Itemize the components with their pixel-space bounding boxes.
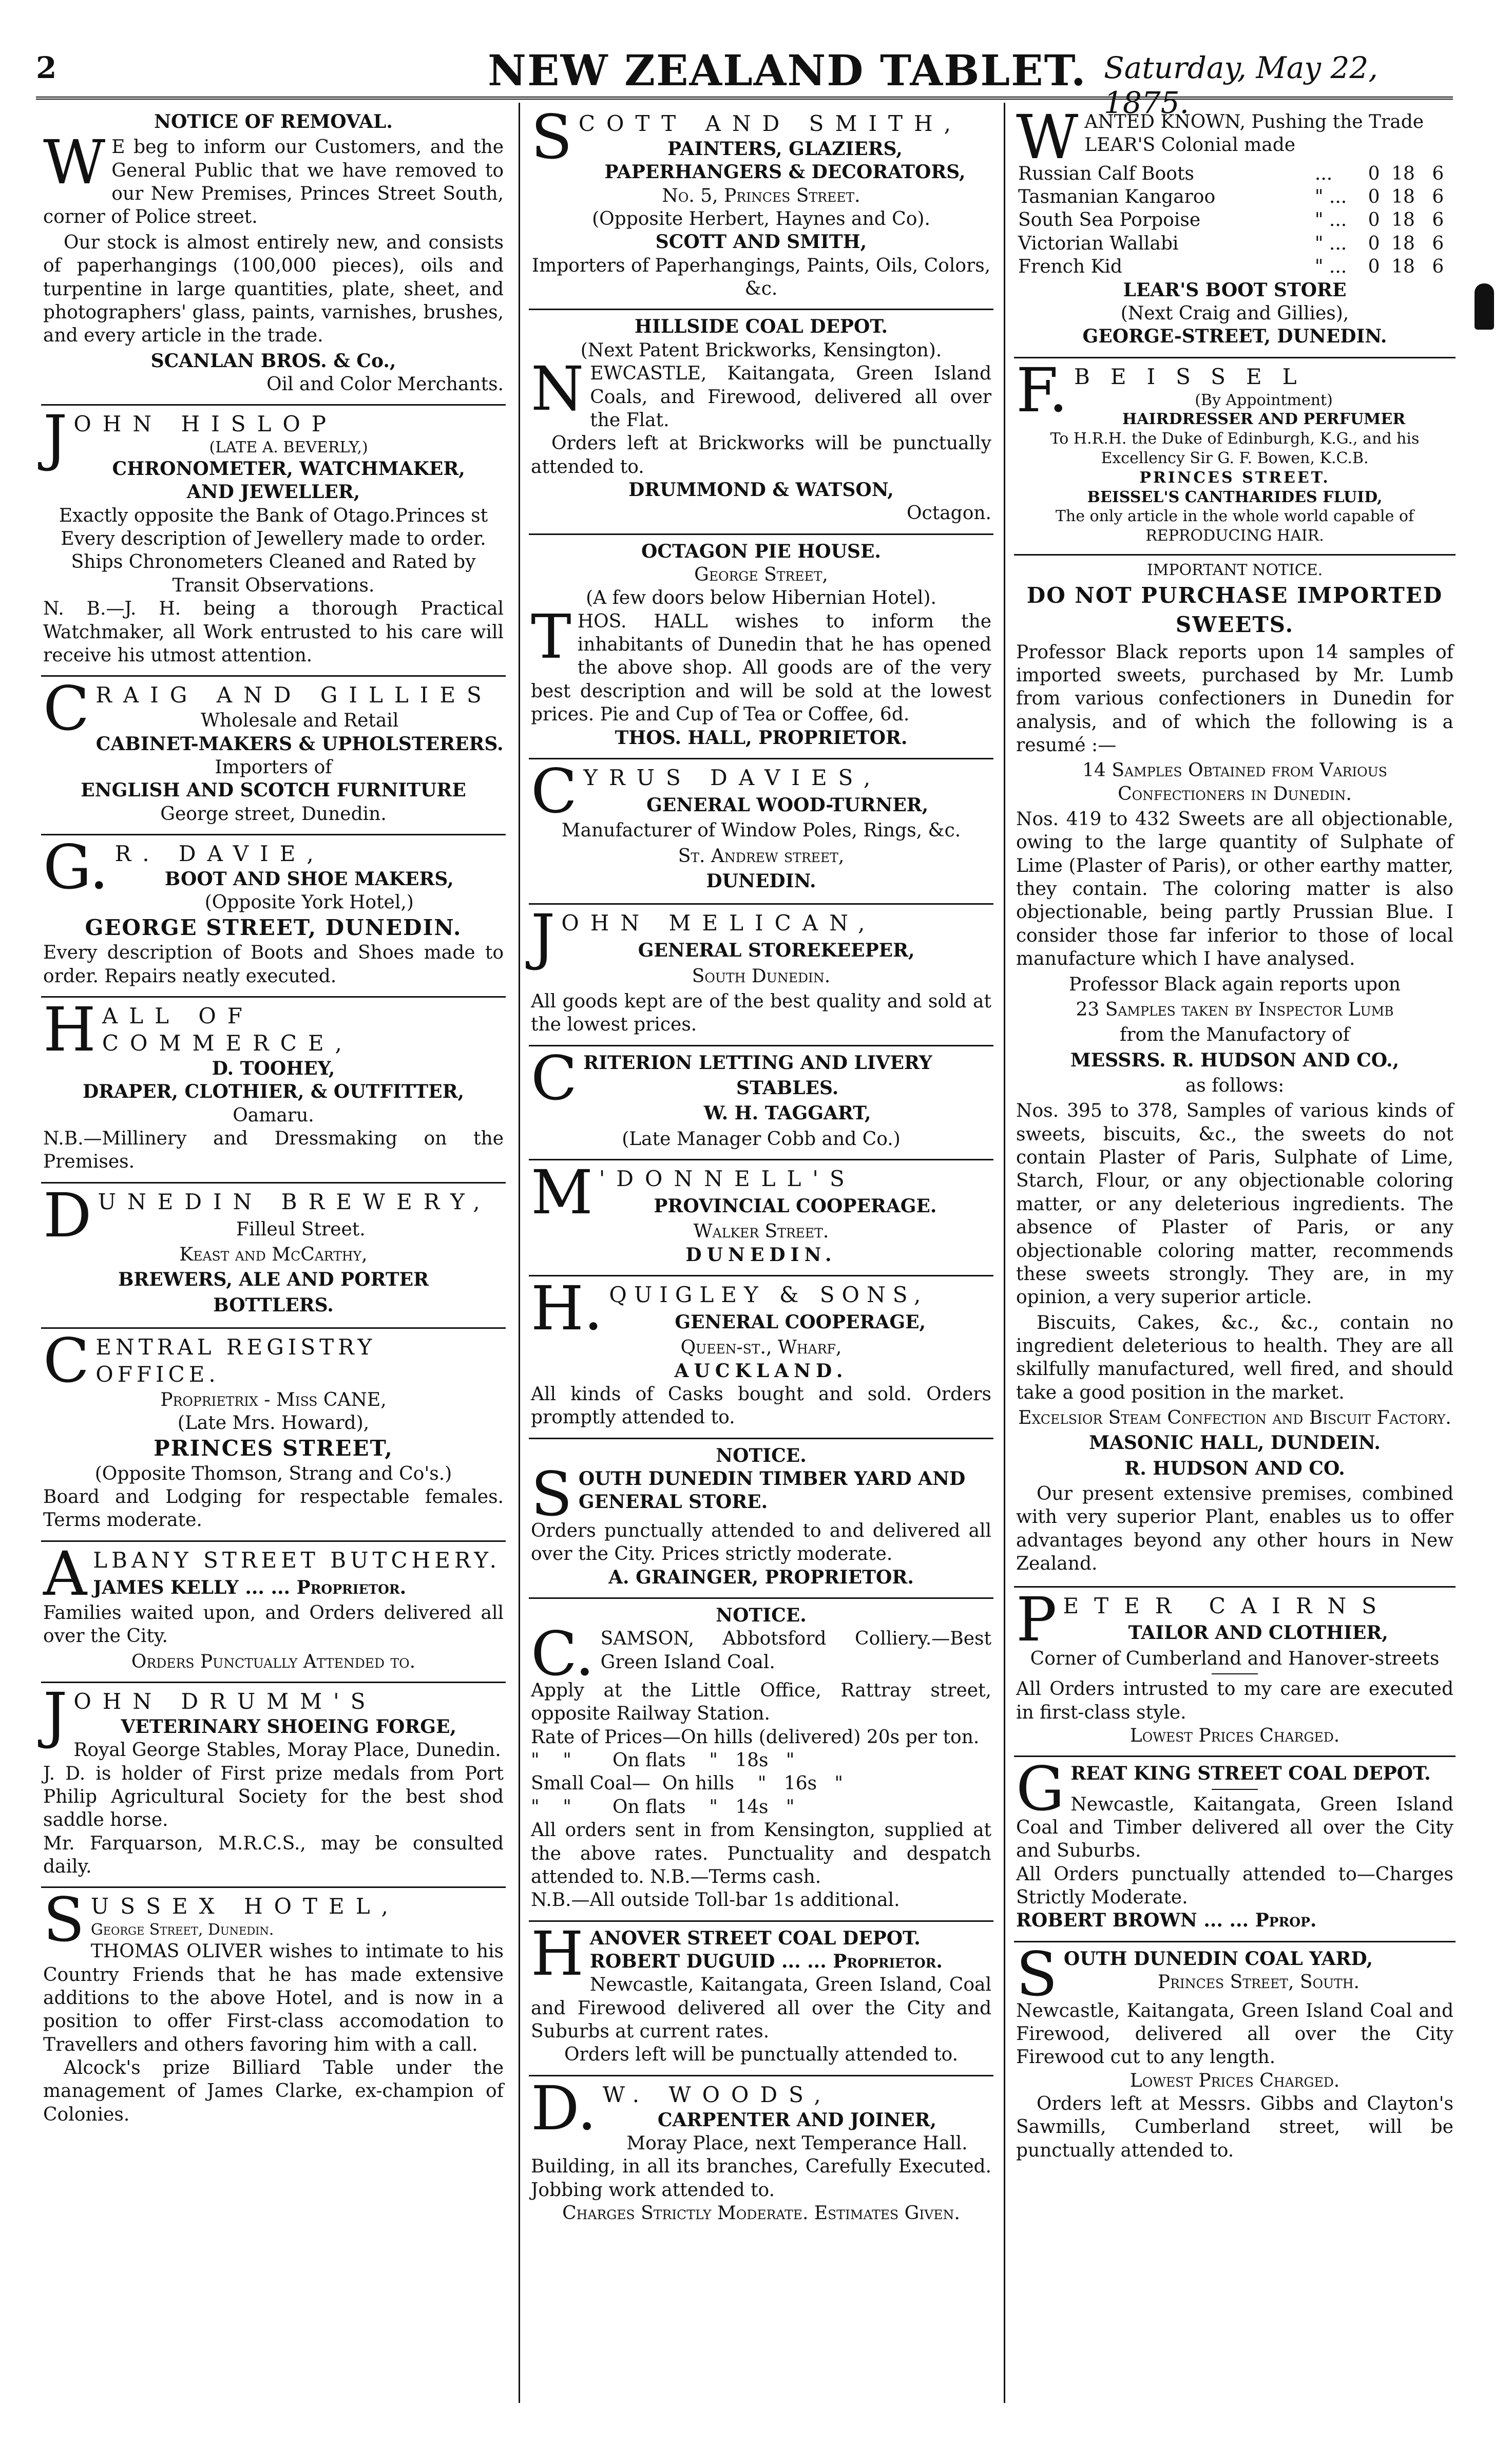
ad-text: D. TOOHEY,	[212, 1058, 335, 1080]
ad-text: Orders left at Messrs. Gibbs and Clayton's Sawmills, Cumberland street, will be punctually attended to.	[1016, 2093, 1453, 2161]
ad-text: BOOT AND SHOE MAKERS,	[164, 868, 454, 890]
price-line: Small Coal— On hills " 16s "	[531, 1773, 843, 1795]
ad-text: CABINET-MAKERS & UPHOLSTERERS.	[95, 733, 504, 755]
ad-trade: Oil and Color Merchants.	[266, 373, 504, 395]
ad-text: CARPENTER AND JOINER,	[657, 2109, 937, 2131]
ad-text: SWEETS.	[1175, 612, 1294, 637]
drop-cap: H	[531, 1918, 584, 1989]
ad-text: All Orders punctually attended to—Charges Strictly Moderate.	[1016, 1863, 1453, 1909]
ad-sussex-hotel	[41, 1884, 506, 2134]
ad-text: Newcastle, Kaitangata, Green Island, Coal and Firewood delivered all over the City and Suburbs at current rates.	[531, 1974, 991, 2043]
drop-cap: S	[43, 1884, 85, 1956]
drop-cap: S	[531, 102, 572, 173]
drop-cap: G.	[43, 831, 109, 903]
price-shillings: 18	[1391, 186, 1415, 208]
ad-text: A. GRAINGER, PROPRIETOR.	[608, 1566, 914, 1588]
ad-text: GENERAL COOPERAGE,	[675, 1311, 926, 1333]
drop-cap: C.	[531, 1618, 595, 1690]
price-dots: " ...	[1314, 233, 1347, 254]
ad-text: PAINTERS, GLAZIERS,	[667, 138, 903, 160]
ad-text: Apply at the Little Office, Rattray street, opposite Railway Station.	[531, 1680, 991, 1725]
ad-name: 'DONNELL'S	[599, 1166, 856, 1192]
ad-text: LEAR'S BOOT STORE	[1123, 279, 1347, 301]
drop-cap: C	[531, 755, 578, 827]
masthead-rule	[36, 97, 1453, 100]
price-dots: " ...	[1314, 186, 1347, 208]
ad-text: Manufacturer of Window Poles, Rings, &c.	[561, 820, 961, 842]
ad-text: Princes Street, South.	[1157, 1972, 1360, 1993]
drop-cap: W	[43, 127, 106, 198]
ad-text: Orders punctually attended to and delivered all over the City. Prices strictly moderate.	[531, 1520, 991, 1565]
ad-name: YRUS DAVIES,	[583, 765, 882, 790]
ad-text: PRINCES STREET.	[1139, 468, 1330, 487]
ad-text: Wholesale and Retail	[200, 710, 399, 732]
ad-text: Families waited upon, and Orders delivered all over the City.	[43, 1602, 504, 1647]
ad-text: Proprietrix - Miss CANE,	[160, 1389, 387, 1410]
ad-proprietor-label: ... ... Proprietor.	[245, 1576, 407, 1598]
ad-scott-and-smith	[529, 102, 993, 310]
ad-proprietor: ROBERT BROWN	[1016, 1910, 1197, 1932]
ad-name: OHN DRUMM'S	[73, 1689, 377, 1714]
ad-text: (Next Patent Brickworks, Kensington).	[580, 339, 942, 361]
price-pence: 6	[1432, 209, 1444, 231]
ad-text: Octagon.	[907, 503, 991, 524]
ad-text: ENGLISH AND SCOTCH FURNITURE	[81, 779, 466, 802]
ad-text: Newcastle, Kaitangata, Green Island Coal and Timber delivered all over the City and Suburbs.	[1016, 1794, 1453, 1862]
price-dots: ...	[1314, 163, 1333, 184]
ad-john-hislop	[41, 402, 506, 677]
price-item: South Sea Porpoise	[1018, 209, 1201, 231]
ad-heading: IMPORTANT NOTICE.	[1146, 561, 1323, 579]
table-row	[1016, 162, 1453, 185]
price-pounds: 0	[1368, 256, 1380, 278]
ad-text: Ships Chronometers Cleaned and Rated by Transit Observations.	[71, 551, 476, 596]
ad-name: ETER CAIRNS	[1063, 1593, 1392, 1618]
ad-text: VETERINARY SHOEING FORGE,	[121, 1715, 456, 1738]
ad-proprietor: ROBERT DUGUID	[589, 1950, 775, 1972]
ad-text: (Late Mrs. Howard),	[177, 1413, 370, 1434]
price-shillings: 18	[1391, 233, 1415, 254]
newspaper-title: NEW ZEALAND TABLET.	[488, 46, 1087, 96]
ad-hanover-street-coal-depot	[529, 1918, 993, 2076]
ad-cyrus-davies	[529, 755, 993, 905]
ad-text: N. B.—J. H. being a thorough Practical Watchmaker, all Work entrusted to his care will receive his utmost attention.	[43, 598, 504, 666]
ad-text: DUNEDIN.	[685, 1244, 837, 1266]
ad-d-w-woods	[529, 2072, 993, 2234]
ad-text: J. D. is holder of First prize medals from Port Philip Agricultural Society for the best shod saddle horse.	[43, 1763, 504, 1831]
ad-text: Building, in all its branches, Carefully Executed. Jobbing work attended to.	[531, 2156, 991, 2201]
price-line: " " On flats " 18s "	[531, 1750, 795, 1771]
pointing-hand-icon	[1475, 283, 1494, 330]
ad-text: (Next Craig and Gillies),	[1120, 302, 1349, 324]
ad-name: UNEDIN BREWERY,	[98, 1189, 491, 1214]
price-pence: 6	[1432, 163, 1444, 184]
ad-notice-of-removal	[41, 105, 506, 406]
ad-peter-cairns	[1014, 1584, 1456, 1758]
drop-cap: D.	[531, 2072, 597, 2144]
ad-text: Importers of Paperhangings, Paints, Oils, Colors, &c.	[531, 255, 991, 300]
ad-text: Mr. Farquarson, M.R.C.S., may be consulted daily.	[43, 1833, 504, 1878]
drop-cap: S	[1016, 1938, 1058, 2010]
column-2	[529, 102, 993, 2233]
price-pence: 6	[1432, 186, 1444, 208]
ad-lears-boot-store	[1014, 102, 1456, 358]
ad-text: EWCASTLE, Kaitangata, Green Island Coals, and Firewood, delivered all over the Flat.	[590, 363, 991, 431]
page-number: 2	[36, 50, 57, 85]
ad-text: STABLES.	[736, 1077, 839, 1099]
ad-text: All goods kept are of the best quality and sold at the lowest prices.	[531, 990, 991, 1036]
price-item: Russian Calf Boots	[1018, 163, 1194, 184]
ad-hillside-coal-depot	[529, 310, 993, 535]
ad-text: W. H. TAGGART,	[703, 1102, 871, 1124]
ad-text: (Opposite Herbert, Haynes and Co).	[592, 208, 930, 230]
ad-text: MESSRS. R. HUDSON AND CO.,	[1070, 1049, 1400, 1071]
drop-cap: T	[531, 601, 571, 672]
ad-text: AUCKLAND.	[674, 1360, 848, 1382]
ad-g-r-davie	[41, 831, 506, 998]
ad-text: E beg to inform our Customers, and the General Public that we have removed to our New Premises, Princes Street South, corner of Police street.	[43, 137, 504, 228]
ad-text: (Opposite Thomson, Strang and Co's.)	[94, 1463, 452, 1484]
ad-proprietor-label: ... ... Pprop.	[1203, 1910, 1317, 1932]
ad-name: QUIGLEY & SONS,	[609, 1282, 928, 1307]
ad-dunedin-brewery	[41, 1179, 506, 1329]
ad-name: ANOVER STREET COAL DEPOT.	[589, 1927, 921, 1949]
ad-john-melican	[529, 901, 993, 1046]
ad-text: DRAPER, CLOTHIER, & OUTFITTER,	[82, 1081, 465, 1103]
drop-cap: J	[531, 901, 556, 972]
ad-text: Lowest Prices Charged.	[1130, 2070, 1340, 2091]
ad-text: PAPERHANGERS & DECORATORS,	[604, 161, 966, 183]
ad-text: (By Appointment)	[1195, 391, 1333, 409]
drop-cap: F.	[1016, 354, 1068, 426]
price-pounds: 0	[1368, 186, 1380, 208]
ad-text: N.B.—All outside Toll-bar 1s additional.	[531, 1890, 900, 1911]
ad-text: THOS. HALL, PROPRIETOR.	[615, 727, 908, 749]
ad-text: George Street,	[694, 564, 828, 586]
ad-quigley-and-sons	[529, 1273, 993, 1439]
ad-text: SAMSON, Abbotsford Colliery.—Best Green Island Coal.	[600, 1628, 991, 1673]
drop-cap: C	[43, 673, 90, 745]
price-pounds: 0	[1368, 209, 1380, 231]
drop-cap: C	[531, 1042, 578, 1114]
table-row	[1016, 185, 1453, 208]
short-rule	[1212, 1789, 1258, 1790]
ad-text: BREWERS, ALE AND PORTER	[118, 1269, 429, 1291]
ad-name: RITERION LETTING AND LIVERY	[583, 1052, 932, 1074]
ad-text: (A few doors below Hibernian Hotel).	[586, 587, 936, 609]
price-dots: " ...	[1314, 209, 1347, 231]
ad-heading: NOTICE.	[716, 1444, 807, 1466]
ad-text: Nos. 419 to 432 Sweets are all objectionable, owing to the large quantity of Sulphate of Lime (Plaster of Paris), or other earthy matter, they contain. The coloring matter is also objectionable, being partly Prussian Blue. I consider those far inferior to those of local manufacture which I have analysed.	[1016, 809, 1453, 970]
ad-text: from the Manufactory of	[1120, 1024, 1350, 1046]
drop-cap: M	[531, 1157, 593, 1228]
price-shillings: 18	[1391, 209, 1415, 231]
drop-cap: W	[1016, 102, 1079, 173]
ad-text: Orders left will be punctually attended to.	[564, 2044, 959, 2066]
ad-text: Alcock's prize Billiard Table under the management of James Clarke, ex-champion of Colonies.	[43, 2057, 504, 2125]
masthead	[36, 36, 1422, 120]
short-rule	[1212, 1673, 1258, 1674]
ad-c-samson-coal	[529, 1599, 993, 1922]
ad-name: USSEX HOTEL,	[90, 1894, 399, 1919]
drop-cap: G	[1016, 1753, 1065, 1825]
ad-text: (Opposite York Hotel,)	[204, 892, 414, 913]
ad-text: No. 5, Princes Street.	[662, 185, 860, 206]
ad-name: BEISSEL	[1074, 364, 1317, 389]
ad-text: All Orders intrusted to my care are executed in first-class style.	[1016, 1678, 1453, 1723]
ad-text: GENERAL STOREKEEPER,	[638, 940, 915, 962]
ad-john-drumm	[41, 1680, 506, 1888]
ad-heading: NOTICE OF REMOVAL.	[154, 111, 393, 132]
ad-name: W. WOODS,	[602, 2082, 832, 2107]
ad-text: Queen-st., Wharf,	[680, 1337, 842, 1359]
drop-cap: N	[531, 353, 584, 425]
ad-text: Newcastle, Kaitangata, Green Island Coal and Firewood, delivered all over the City Firewood cut to any length.	[1016, 2000, 1453, 2068]
ad-text: All orders sent in from Kensington, supplied at the above rates. Punctuality and despatch attended to. N.B.—Terms cash.	[531, 1820, 991, 1887]
ad-text: TAILOR AND CLOTHIER,	[1128, 1622, 1388, 1644]
ad-text: Royal George Stables, Moray Place, Dunedin.	[73, 1740, 501, 1761]
drop-cap: A	[43, 1538, 87, 1609]
ad-text: Filleul Street.	[236, 1218, 366, 1240]
drop-cap: S	[531, 1459, 572, 1530]
ad-criterion-stables	[529, 1042, 993, 1160]
ad-name: OHN MELICAN,	[561, 910, 876, 936]
ad-great-king-street-coal-depot	[1014, 1753, 1456, 1942]
table-row	[1016, 208, 1453, 232]
ad-text: Our stock is almost entirely new, and consists of paperhangings (100,000 pieces), oils and turpentine in large quantities, plate, sheet, and photographers' glass, paints, varnishes, brushes, and every article in the trade.	[43, 232, 504, 347]
ad-text: South Dunedin.	[692, 965, 831, 987]
price-dots: " ...	[1314, 256, 1347, 278]
ad-text: THOMAS OLIVER wishes to intimate to his Country Friends that he has made extensive additions to the above Hotel, and is now in a position to offer First-class accomodation to Travellers and others favoring him with a call.	[43, 1941, 504, 2055]
drop-cap: J	[43, 402, 68, 473]
ad-name: ENTRAL REGISTRY OFFICE.	[95, 1334, 376, 1387]
price-line: Rate of Prices—On hills (delivered) 20s per ton.	[531, 1726, 980, 1748]
price-item: Tasmanian Kangaroo	[1018, 186, 1216, 208]
ad-text: GEORGE-STREET, DUNEDIN.	[1082, 326, 1387, 348]
ad-text: BOTTLERS.	[213, 1294, 334, 1316]
column-divider	[1004, 103, 1005, 2403]
ad-text: (LATE A. BEVERLY,)	[209, 438, 368, 457]
ad-firm: SCANLAN BROS. & Co.,	[150, 350, 396, 372]
price-shillings: 18	[1391, 256, 1415, 278]
ad-text: MASONIC HALL, DUNDEIN.	[1089, 1432, 1381, 1454]
ad-text: Biscuits, Cakes, &c., &c., contain no ingredient deleterious to health. They are all skilfully manufactured, well fired, and should take a good position in the market.	[1016, 1312, 1453, 1403]
ad-text: Orders Punctually Attended to.	[131, 1651, 416, 1672]
ad-text: Charges Strictly Moderate. Estimates Given.	[562, 2203, 960, 2224]
ad-text: St. Andrew street,	[678, 845, 845, 867]
ad-text: Professor Black again reports upon	[1069, 974, 1401, 995]
ad-south-dunedin-coal-yard	[1014, 1938, 1456, 2170]
ad-heading: HILLSIDE COAL DEPOT.	[634, 316, 888, 338]
ad-text: AND JEWELLER,	[186, 481, 360, 503]
drop-cap: H.	[531, 1273, 603, 1344]
ad-text: Nos. 395 to 378, Samples of various kinds of sweets, biscuits, &c., the sweets do not contain Plaster of Paris, Sulphate of Lime, Starch, Flour, or any objectionable coloring matter, or any deleterious ingredients. The absence of Plaster of Paris, or any objectionable coloring matter, recommends these sweets strongly. They are, in my opinion, a very superior article.	[1016, 1100, 1453, 1308]
ad-name: R. DAVIE,	[114, 841, 325, 866]
price-line: " " On flats " 14s "	[531, 1796, 795, 1818]
ad-text: Lowest Prices Charged.	[1130, 1725, 1340, 1746]
price-pounds: 0	[1368, 163, 1380, 184]
ad-text: 14 Samples Obtained from Various Confectioners in Dunedin.	[1082, 760, 1387, 805]
ad-text: George street, Dunedin.	[160, 803, 387, 825]
ad-heading: OCTAGON PIE HOUSE.	[641, 540, 881, 562]
ad-proprietor-label: ... ... Proprietor.	[781, 1950, 943, 1972]
ad-south-dunedin-timber-yard	[529, 1439, 993, 1599]
ad-text: GENERAL WOOD-TURNER,	[646, 794, 929, 816]
ad-text: Orders left at Brickworks will be punctually attended to.	[531, 433, 991, 478]
ad-text: Exactly opposite the Bank of Otago.Princes st	[59, 505, 488, 526]
ad-text: Professor Black reports upon 14 samples of imported sweets, purchased by Mr. Lumb from various confectioners in Dunedin for analysis, and of which the following is a resumé :—	[1016, 641, 1453, 756]
ad-text: Oamaru.	[233, 1104, 314, 1126]
ad-text: Excelsior Steam Confection and Biscuit Factory.	[1018, 1407, 1451, 1429]
drop-cap: D	[43, 1179, 92, 1251]
ad-albany-street-butchery	[41, 1538, 506, 1683]
ad-text: SCOTT AND SMITH,	[655, 231, 867, 253]
ad-text: Board and Lodging for respectable females. Terms moderate.	[43, 1486, 504, 1531]
ad-text: DUNEDIN.	[706, 870, 816, 892]
drop-cap: C	[43, 1325, 90, 1397]
ad-text: Keast and McCarthy,	[179, 1244, 368, 1266]
ad-important-notice-sweets	[1014, 556, 1456, 1588]
ad-text: Every description of Boots and Shoes made to order. Repairs neatly executed.	[43, 942, 504, 987]
ad-text: R. HUDSON AND CO.	[1124, 1457, 1345, 1479]
ad-text: HOS. HALL wishes to inform the inhabitants of Dunedin that he has opened the above shop. All goods are of the very best description and will be sold at the lowest prices. Pie and Cup of Tea or Coffee, 6d.	[531, 610, 991, 726]
ad-text: BEISSEL'S CANTHARIDES FLUID,	[1087, 488, 1383, 506]
table-row	[1016, 255, 1453, 278]
ad-text: OUTH DUNEDIN TIMBER YARD AND GENERAL STORE.	[578, 1468, 966, 1513]
issue-date: Saturday, May 22, 1875.	[1104, 50, 1378, 120]
price-pence: 6	[1432, 256, 1444, 278]
ad-text: Our present extensive premises, combined with very superior Plant, enables us to offer advantages beyond any other hours in New Zealand.	[1016, 1483, 1453, 1575]
ad-octagon-pie-house	[529, 535, 993, 759]
price-pounds: 0	[1368, 233, 1380, 254]
ad-mdonnells-cooperage	[529, 1157, 993, 1276]
ad-text: PROVINCIAL COOPERAGE.	[654, 1195, 937, 1217]
price-table	[1016, 162, 1453, 279]
ad-name: OUTH DUNEDIN COAL YARD,	[1063, 1948, 1373, 1970]
ad-text: All kinds of Casks bought and sold. Orders promptly attended to.	[531, 1383, 991, 1428]
ad-text: George Street, Dunedin.	[90, 1921, 274, 1939]
ad-name: ALL OF COMMERCE,	[102, 1003, 353, 1056]
ad-text: (Late Manager Cobb and Co.)	[622, 1128, 901, 1150]
ad-central-registry	[41, 1325, 506, 1542]
ad-name: LBANY STREET BUTCHERY.	[93, 1547, 501, 1573]
ad-name: RAIG AND GILLIES	[95, 682, 493, 708]
price-shillings: 18	[1391, 163, 1415, 184]
ad-text: HAIRDRESSER AND PERFUMER	[1122, 410, 1406, 429]
ad-text: Walker Street.	[693, 1221, 829, 1243]
ad-craig-and-gillies	[41, 673, 506, 835]
ad-text: To H.R.H. the Duke of Edinburgh, K.G., and his Excellency Sir G. F. Bowen, K.C.B.	[1050, 430, 1420, 467]
ad-f-beissel	[1014, 354, 1456, 556]
ad-text: Importers of	[215, 756, 332, 778]
ad-name: REAT KING STREET COAL DEPOT.	[1070, 1763, 1431, 1785]
table-row	[1016, 232, 1453, 255]
ad-firm: DRUMMOND & WATSON,	[628, 479, 894, 501]
ad-text: DO NOT PURCHASE IMPORTED	[1026, 582, 1443, 608]
ad-hall-of-commerce	[41, 994, 506, 1184]
ad-text: Every description of Jewellery made to order.	[61, 528, 486, 550]
drop-cap: J	[43, 1680, 68, 1751]
ad-text: ANTED KNOWN, Pushing the Trade LEAR'S Colonial made	[1084, 111, 1424, 156]
ad-text: GEORGE STREET, DUNEDIN.	[85, 914, 462, 940]
ad-text: Corner of Cumberland and Hanover-streets	[1030, 1648, 1440, 1669]
price-pence: 6	[1432, 233, 1444, 254]
ad-name: COTT AND SMITH,	[578, 111, 963, 136]
ad-text: The only article in the whole world capable of REPRODUCING HAIR.	[1055, 507, 1414, 545]
ad-proprietor: JAMES KELLY	[93, 1576, 239, 1598]
column-3	[1014, 102, 1456, 2170]
column-divider	[519, 103, 520, 2403]
ad-heading: NOTICE.	[716, 1604, 807, 1626]
drop-cap: H	[43, 994, 96, 1065]
ad-text: PRINCES STREET,	[154, 1435, 393, 1461]
column-1	[41, 105, 506, 2134]
drop-cap: P	[1016, 1584, 1057, 1655]
ad-name: OHN HISLOP	[73, 411, 338, 437]
ad-text: as follows:	[1185, 1075, 1285, 1096]
ad-text: Moray Place, next Temperance Hall.	[626, 2133, 968, 2154]
ad-text: CHRONOMETER, WATCHMAKER,	[112, 458, 465, 480]
ad-text: N.B.—Millinery and Dressmaking on the Premises.	[43, 1128, 504, 1173]
price-item: French Kid	[1018, 256, 1122, 278]
ad-text: 23 Samples taken by Inspector Lumb	[1076, 999, 1394, 1020]
price-item: Victorian Wallabi	[1018, 233, 1179, 254]
